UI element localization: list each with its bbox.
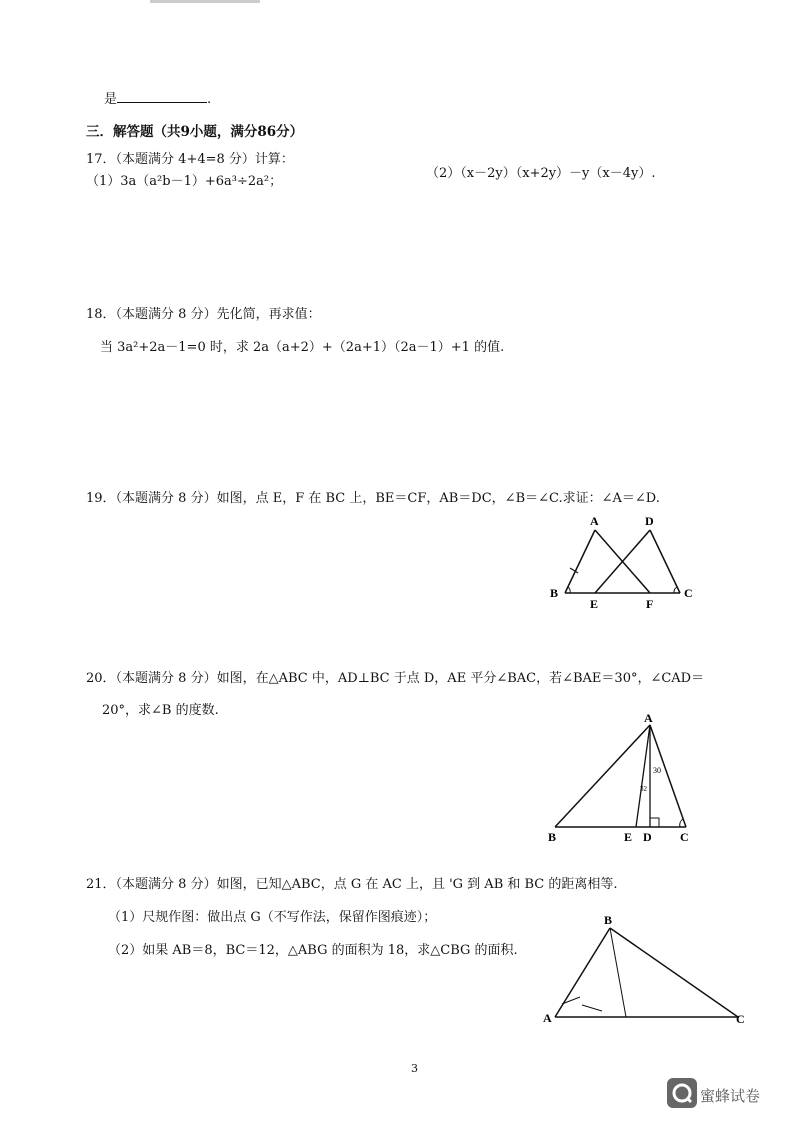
q17-part1: （1）3a（a²b－1）+6a³÷2a²； — [86, 174, 283, 189]
q21-label-b: B — [604, 913, 613, 927]
q20-label-b: B — [548, 830, 557, 844]
answer-blank — [117, 90, 207, 103]
q21-line-bc — [610, 928, 738, 1017]
q17-header: 17．（本题满分 4+4=8 分）计算： — [86, 152, 294, 167]
q19-label-c: C — [684, 586, 693, 600]
q20-line2: 20°，求∠B 的度数. — [102, 703, 219, 718]
section-title: 三．解答题（共9小题，满分86分） — [86, 124, 304, 140]
q21-figure — [540, 910, 760, 1030]
q20-line-ab — [555, 725, 650, 827]
fragment-line — [104, 88, 211, 107]
watermark-text: 蜜蜂试卷 — [700, 1087, 761, 1105]
q19-line-ab — [565, 530, 595, 593]
q19-label-b: B — [550, 586, 559, 600]
q20-line-ac — [650, 725, 686, 827]
q19-text: 19．（本题满分 8 分）如图，点 E，F 在 BC 上，BE＝CF，AB＝DC，∠B＝∠C.求证：∠A＝∠D. — [86, 491, 660, 506]
fragment-prefix: 是 — [104, 92, 118, 107]
page-number: 3 — [411, 1062, 418, 1075]
q19-figure — [540, 510, 710, 615]
q21-arc-mark-2 — [582, 1005, 602, 1011]
q21-bisector — [610, 928, 626, 1017]
q21-label-c: C — [736, 1012, 745, 1026]
q20-label-e: E — [624, 830, 633, 844]
fragment-suffix: . — [207, 92, 212, 107]
q21-header: 21．（本题满分 8 分）如图，已知△ABC，点 G 在 AC 上，且 'G 到 AB 和 BC 的距离相等. — [86, 877, 618, 892]
q20-label-c: C — [680, 830, 689, 844]
q20-angle-annot-1: 30 — [653, 766, 661, 775]
q20-line1: 20．（本题满分 8 分）如图，在△ABC 中，AD⊥BC 于点 D，AE 平分∠BAC，若∠BAE＝30°，∠CAD＝ — [86, 671, 705, 686]
q18-header: 18．（本题满分 8 分）先化简，再求值： — [86, 307, 321, 322]
q17-part2: （2）（x－2y）（x+2y）－y（x－4y）. — [426, 166, 656, 181]
watermark-logo-icon — [667, 1078, 697, 1108]
q20-label-a: A — [644, 711, 653, 725]
q19-label-f: F — [646, 597, 654, 611]
q20-right-angle — [650, 818, 659, 827]
q20-line-ae — [636, 725, 650, 827]
scan-top-mark — [150, 0, 260, 3]
q18-body: 当 3a²+2a－1=0 时，求 2a（a+2）+（2a+1）（2a－1）+1 的值. — [100, 340, 505, 355]
q21-label-a: A — [543, 1011, 552, 1025]
q20-angle-annot-2: 32 — [640, 785, 647, 793]
q19-line-dc — [650, 530, 680, 593]
q20-label-d: D — [643, 830, 652, 844]
q19-label-a: A — [590, 514, 599, 528]
q19-angle-b — [568, 587, 570, 593]
q19-label-e: E — [590, 597, 599, 611]
q19-angle-c — [674, 587, 677, 593]
q21-part2: （2）如果 AB＝8，BC＝12，△ABG 的面积为 18，求△CBG 的面积. — [108, 943, 518, 958]
q20-angle-c — [680, 819, 683, 827]
q19-label-d: D — [645, 514, 654, 528]
q21-part1: （1）尺规作图：做出点 G（不写作法，保留作图痕迹）； — [108, 910, 437, 925]
q20-figure — [540, 705, 700, 845]
